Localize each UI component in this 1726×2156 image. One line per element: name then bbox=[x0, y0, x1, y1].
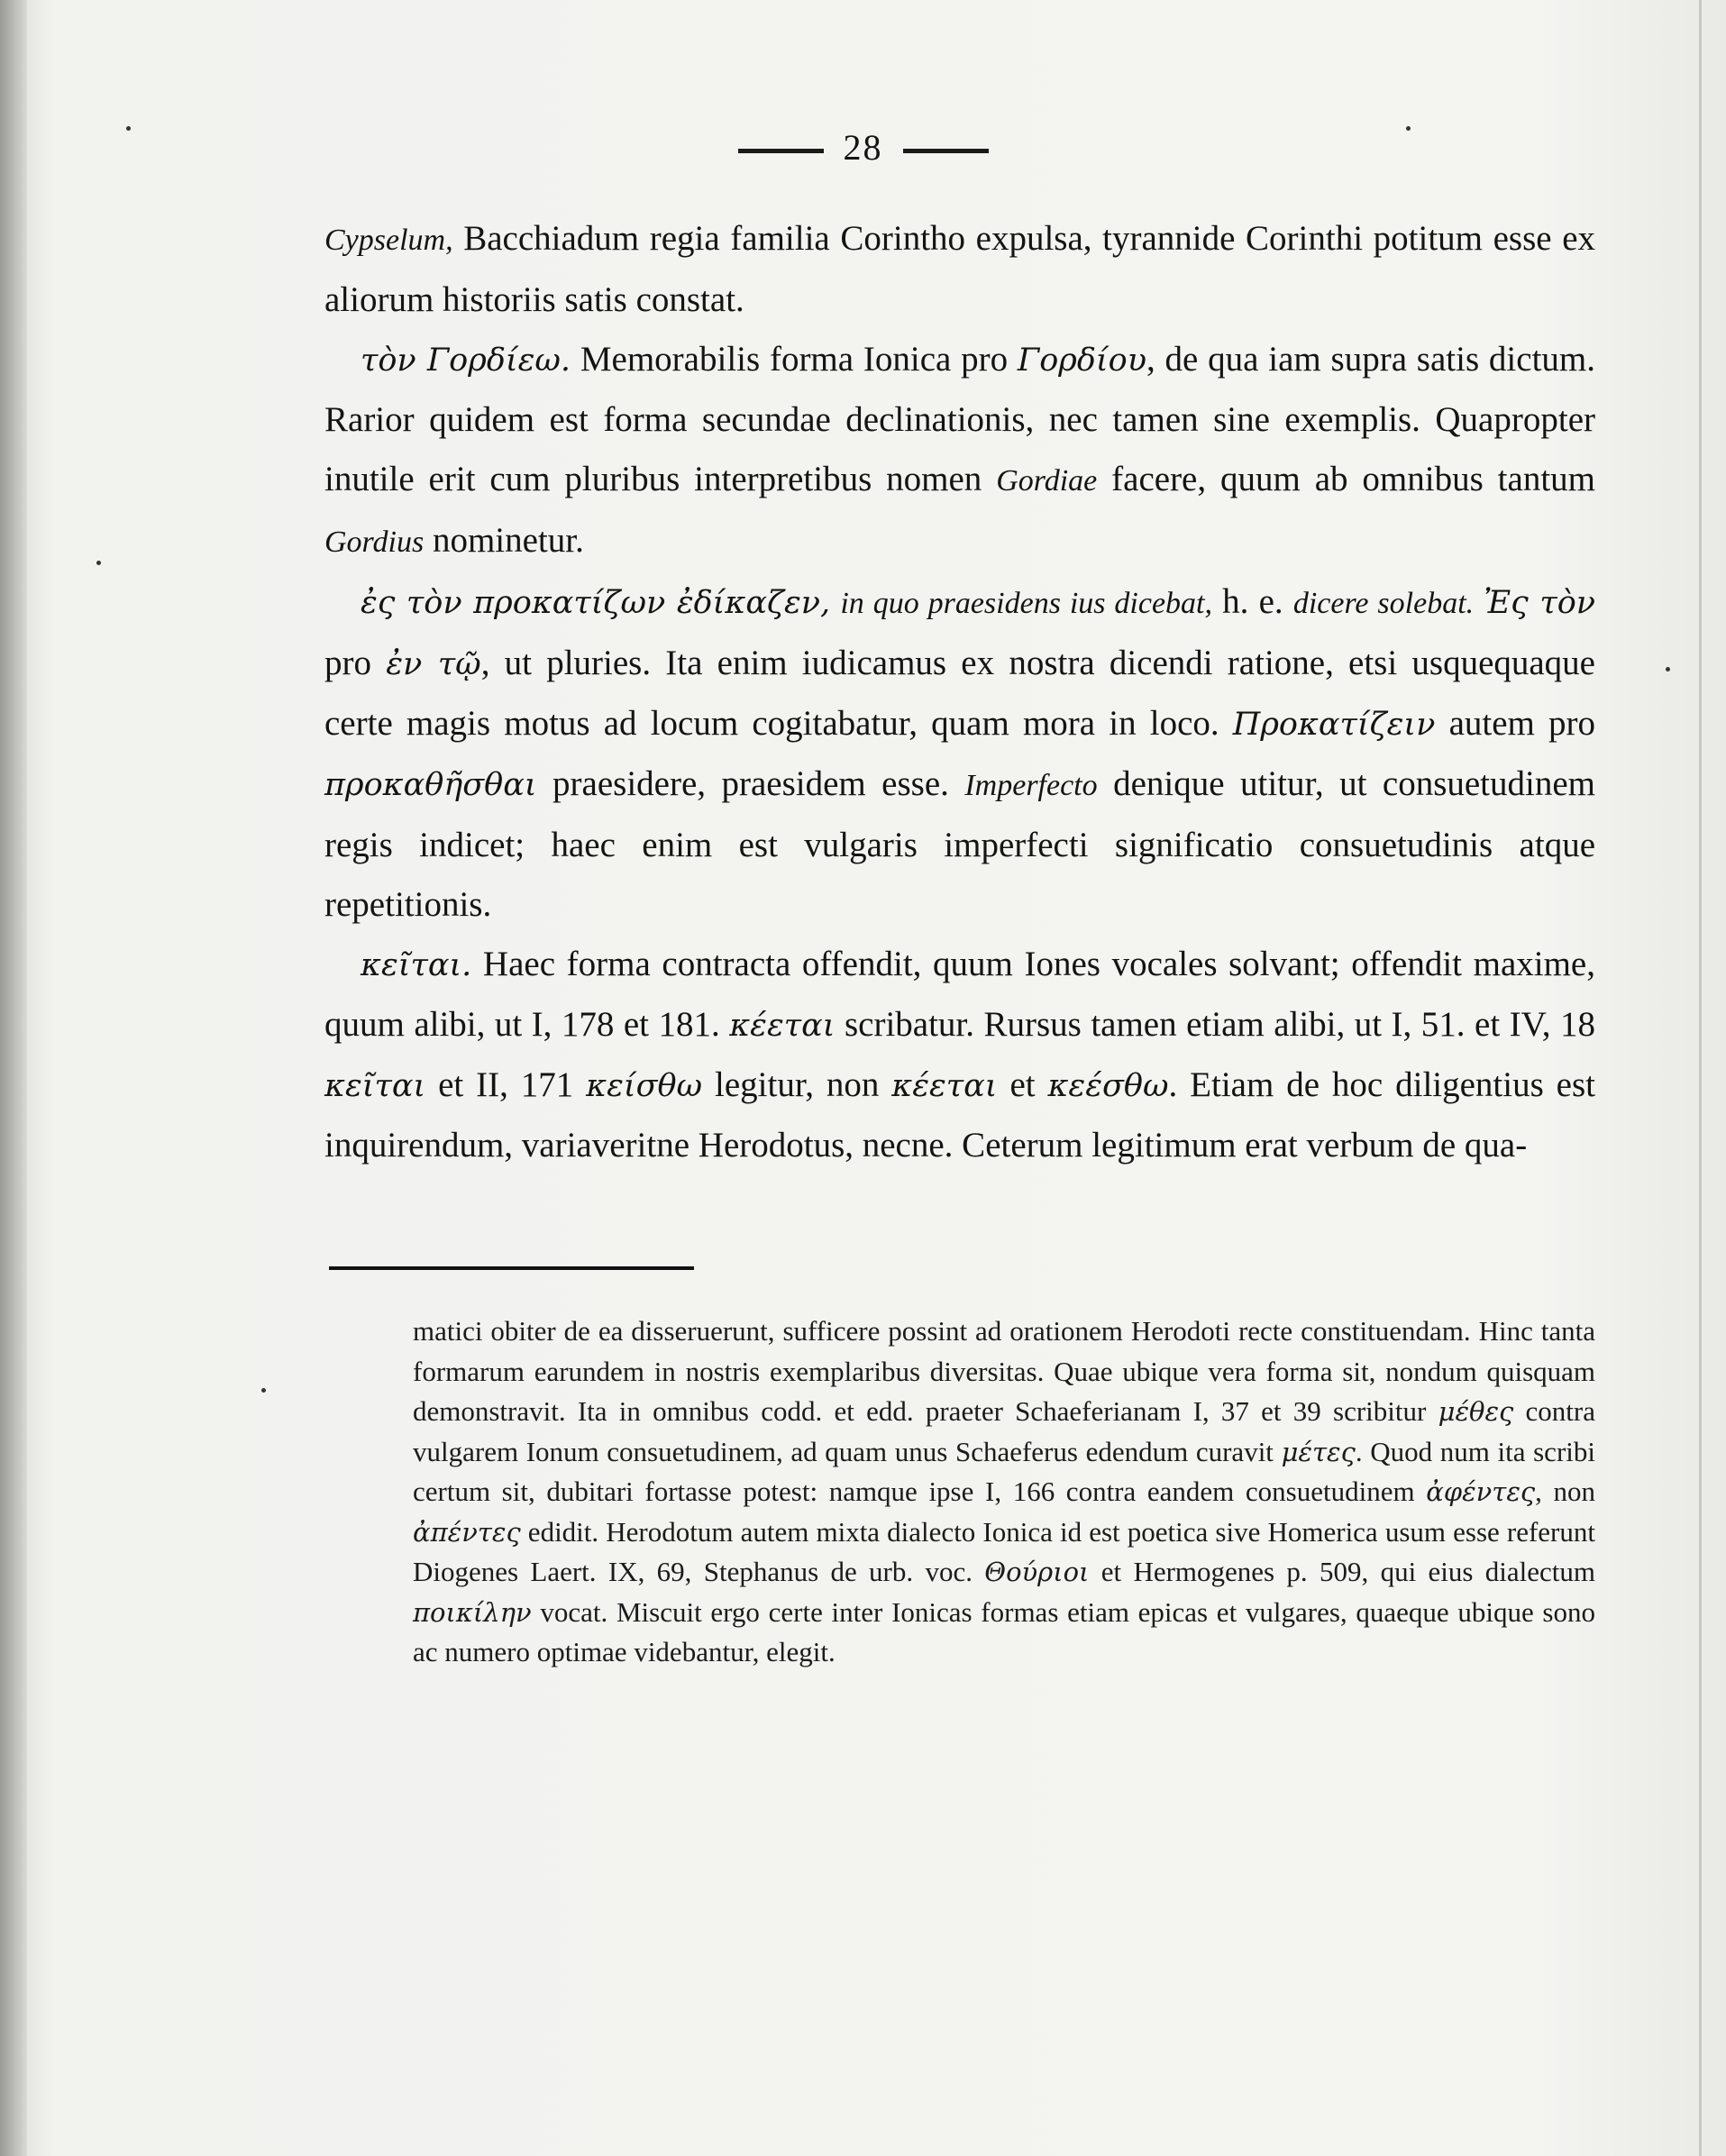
paragraph-p2 bbox=[324, 330, 1595, 572]
text-run: , non bbox=[1535, 1475, 1596, 1507]
text-run: scribatur. Rursus tamen etiam alibi, ut I, 51. et IV, 18 bbox=[835, 1005, 1595, 1044]
page-number: 28 bbox=[843, 127, 883, 168]
text-run: , de qua iam supra satis dictum. Rarior quidem est forma secundae declinationis, nec tamen sine exemplis. Quapropter inutile erit cum pluribus interpretibus nomen bbox=[324, 340, 1595, 498]
paper-speck bbox=[261, 1388, 266, 1393]
text-run: Haec forma contracta offendit, quum Iones vocales solvant; offendit maxime, quum alibi, ut I, 178 et 181. bbox=[324, 945, 1595, 1044]
header-rule-right bbox=[903, 149, 989, 153]
paper-speck bbox=[1406, 126, 1411, 131]
paragraph-p3 bbox=[324, 572, 1595, 935]
header-rule-left bbox=[738, 149, 824, 153]
text-run: . Etiam de hoc diligentius est inquirendum, variaveritne Herodotus, necne. Ceterum legitimum erat verbum de qua- bbox=[324, 1065, 1595, 1165]
footnote-separator bbox=[329, 1266, 694, 1270]
greek-term: κέεται bbox=[729, 1008, 836, 1044]
greek-term: Θούριοι bbox=[984, 1557, 1090, 1587]
text-run: et II, 171 bbox=[425, 1065, 587, 1104]
text-run: vocat. Miscuit ergo certe inter Ionicas formas etiam epicas et vulgares, quaeque ubique sono ac numero optimae videbantur, elegit. bbox=[413, 1595, 1595, 1667]
text-run: matici obiter de ea disseruerunt, sufficere possint ad orationem Herodoti recte constituendam. Hinc tanta formarum earundem in nostris exemplaribus diversitas. Quae ubique vera forma sit, nondum quisquam demonstravit. Ita in omnibus codd. et edd. praeter Schaeferianam I, 37 et 39 scribitur bbox=[413, 1315, 1595, 1427]
text-run: et bbox=[997, 1065, 1048, 1104]
greek-term: προκαθῆσθαι bbox=[324, 767, 537, 803]
footnote-f1 bbox=[413, 1311, 1595, 1673]
greek-term: ἐν τῷ bbox=[386, 646, 481, 682]
text-run: denique utitur, ut consuetudinem regis indicet; haec enim est vulgaris imperfecti significatio consuetudinis atque repetitionis. bbox=[324, 764, 1596, 924]
italic-term: Gordius bbox=[324, 525, 425, 559]
text-run: nominetur. bbox=[424, 521, 584, 560]
text-run: autem pro bbox=[1435, 704, 1596, 743]
greek-term: Γορδίου bbox=[1017, 343, 1146, 379]
italic-term: Gordiae bbox=[996, 464, 1098, 498]
greek-term: κεέσθω bbox=[1047, 1068, 1169, 1104]
text-run: contra vulgarem Ionum consuetudinem, ad quam unus Schaeferus edendum curavit bbox=[413, 1395, 1595, 1467]
text-run: , ut pluries. Ita enim iudicamus ex nostra dicendi ratione, etsi usquequaque certe magis motus ad locum cogitabatur, quam mora in loco. bbox=[324, 644, 1595, 743]
greek-term: ἀφέντες bbox=[1426, 1476, 1536, 1507]
paper-speck bbox=[126, 126, 131, 131]
text-run: et Hermogenes p. 509, qui eius dialectum bbox=[1089, 1556, 1595, 1587]
paragraph-p4 bbox=[324, 935, 1595, 1175]
text-run: Bacchiadum regia familia Corintho expulsa, tyrannide Corinthi potitum esse ex aliorum historiis satis constat. bbox=[324, 219, 1595, 319]
italic-term: Cypselum, bbox=[324, 224, 453, 257]
page-header bbox=[0, 126, 1726, 169]
footnotes bbox=[413, 1311, 1595, 1673]
greek-term: μέτες bbox=[1281, 1436, 1356, 1467]
text-run: praesidere, praesidem esse. bbox=[536, 764, 965, 803]
greek-term: κεῖται bbox=[324, 1068, 426, 1104]
greek-term: μέθες bbox=[1438, 1396, 1514, 1427]
main-text bbox=[324, 209, 1595, 1175]
greek-term: ποικίλην bbox=[413, 1596, 532, 1628]
text-run: h. e. bbox=[1212, 582, 1293, 621]
italic-term: in quo praesidens ius dicebat, bbox=[840, 587, 1213, 620]
text-run: pro bbox=[324, 644, 387, 682]
greek-term: ἀπέντες bbox=[413, 1516, 521, 1548]
italic-term: Imperfecto bbox=[964, 769, 1098, 802]
paper-speck bbox=[1666, 667, 1670, 671]
paragraph-p1 bbox=[324, 209, 1595, 330]
italic-term: dicere solebat. bbox=[1292, 587, 1475, 620]
text-run: edidit. Herodotum autem mixta dialecto Ionica id est poetica sive Homerica usum esse referunt Diogenes Laert. IX, 69, Stephanus de urb. voc. bbox=[413, 1515, 1595, 1587]
text-run: legitur, non bbox=[702, 1065, 892, 1104]
greek-term: κείσθω bbox=[586, 1068, 703, 1104]
text-run: Memorabilis forma Ionica pro bbox=[571, 340, 1018, 379]
paper-speck bbox=[96, 561, 101, 565]
greek-term: Ἐς τὸν bbox=[1484, 585, 1596, 621]
text-run bbox=[1474, 582, 1484, 621]
greek-term: τὸν Γορδίεω. bbox=[361, 343, 571, 379]
text-run: . Quod num ita scribi certum sit, dubitari fortasse potest: namque ipse I, 166 contra eandem consuetudinem bbox=[413, 1435, 1595, 1507]
page-edge bbox=[1699, 0, 1702, 2156]
book-spine-shadow bbox=[0, 0, 27, 2156]
greek-term: κέεται bbox=[891, 1068, 998, 1104]
greek-term: κεῖται. bbox=[361, 947, 472, 983]
text-run: facere, quum ab omnibus tantum bbox=[1097, 460, 1595, 498]
greek-term: ἐς τὸν προκατίζων ἐδίκαζεν, bbox=[361, 585, 831, 621]
text-run bbox=[830, 582, 840, 621]
greek-term: Προκατίζειν bbox=[1232, 707, 1436, 743]
